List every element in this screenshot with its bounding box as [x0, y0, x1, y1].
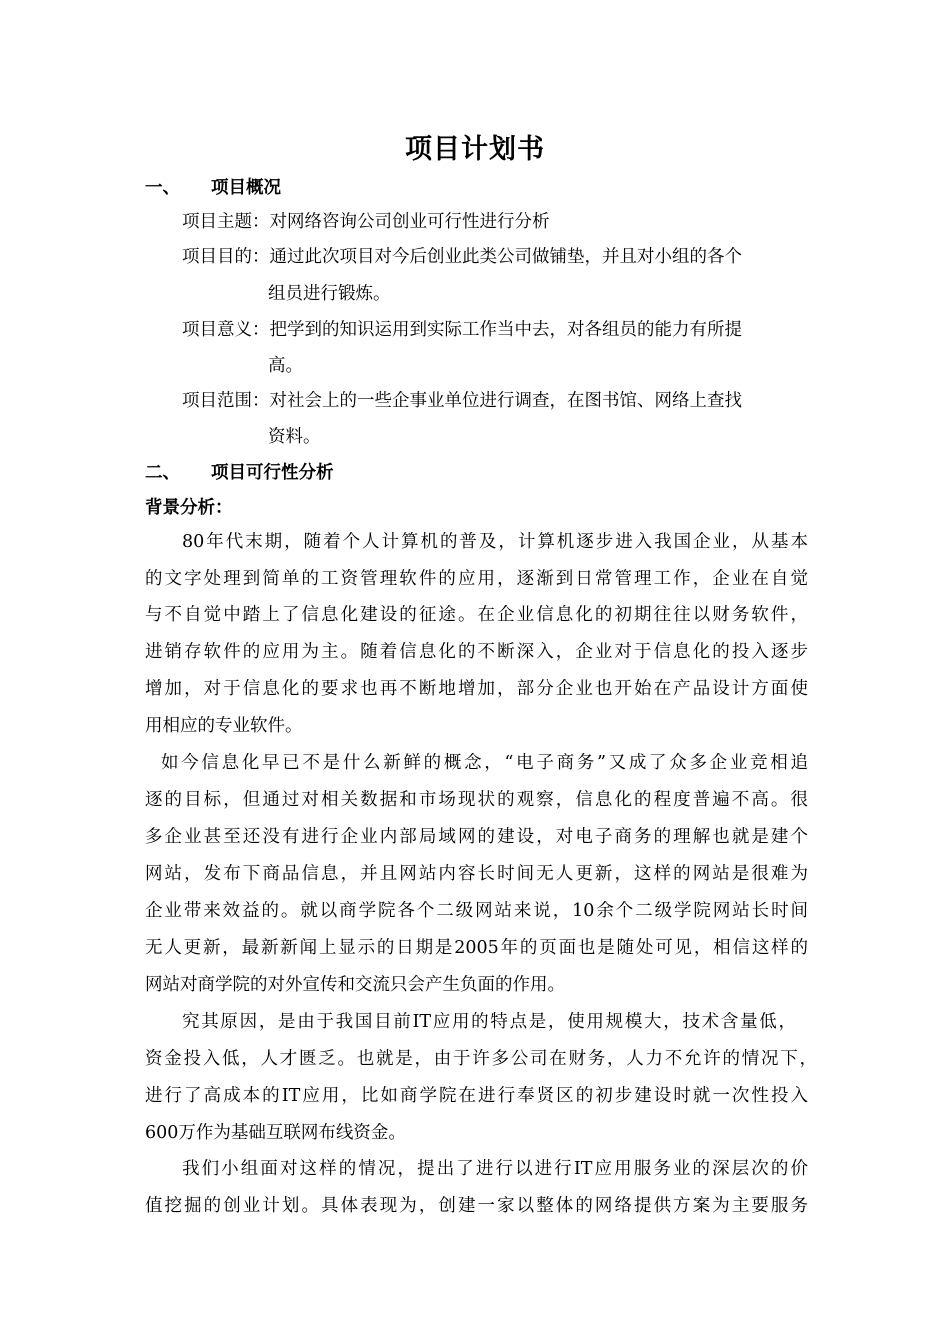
item-continuation: 组员进行锻炼。: [268, 284, 391, 304]
section-title: 项目可行性分析: [211, 463, 334, 483]
paragraph-line: 网站对商学院的对外宣传和交流只会产生负面的作用。: [145, 975, 565, 995]
item-label: 项目主题：: [182, 212, 270, 232]
paragraph-line: 逐的目标，但通过对相关数据和市场现状的观察，信息化的程度普遍不高。很: [145, 790, 808, 810]
paragraph-line: 600万作为基础互联网布线资金。: [145, 1123, 406, 1143]
item-text: 通过此次项目对今后创业此类公司做铺垫，并且对小组的各个: [269, 247, 742, 267]
paragraph-line: 我们小组面对这样的情况，提出了进行以进行IT应用服务业的深层次的价: [182, 1159, 808, 1179]
item-line: [182, 245, 742, 269]
section-number: 二、: [145, 463, 180, 483]
item-continuation: 资料。: [268, 427, 321, 447]
paragraph-line: 80年代末期，随着个人计算机的普及，计算机逐步进入我国企业，从基本: [182, 532, 808, 552]
paragraph-line: 与不自觉中踏上了信息化建设的征途。在企业信息化的初期往往以财务软件，: [145, 605, 808, 625]
item-label: 项目范围：: [182, 391, 270, 411]
paragraph-line: 无人更新，最新新闻上显示的日期是2005年的页面也是随处可见，相信这样的: [145, 938, 808, 958]
item-label: 项目目的：: [182, 247, 270, 267]
paragraph-line: 企业带来效益的。就以商学院各个二级网站来说，10余个二级学院网站长时间: [145, 901, 808, 921]
paragraph-line: 进销存软件的应用为主。随着信息化的不断深入，企业对于信息化的投入逐步: [145, 642, 808, 662]
paragraph-line: 的文字处理到简单的工资管理软件的应用，逐渐到日常管理工作，企业在自觉: [145, 569, 808, 589]
item-text: 对网络咨询公司创业可行性进行分析: [269, 212, 550, 232]
paragraph-line: 多企业甚至还没有进行企业内部局域网的建设，对电子商务的理解也就是建个: [145, 827, 808, 847]
item-line: [182, 318, 742, 342]
paragraph-line: 资金投入低，人才匮乏。也就是，由于许多公司在财务，人力不允许的情况下，: [145, 1049, 817, 1069]
section-heading: [145, 176, 281, 200]
paragraph-line: 进行了高成本的IT应用，比如商学院在进行奉贤区的初步建设时就一次性投入: [145, 1086, 808, 1106]
item-text: 对社会上的一些企事业单位进行调查，在图书馆、网络上查找: [269, 391, 742, 411]
paragraph-line: 究其原因，是由于我国目前IT应用的特点是，使用规模大，技术含量低，: [182, 1012, 796, 1032]
paragraph-line: 如今信息化早已不是什么新鲜的概念，“电子商务”又成了众多企业竞相追: [161, 753, 808, 773]
item-text: 把学到的知识运用到实际工作当中去，对各组员的能力有所提: [269, 320, 742, 340]
paragraph-line: 值挖掘的创业计划。具体表现为，创建一家以整体的网络提供方案为主要服务: [145, 1196, 808, 1216]
subsection-heading: 背景分析：: [145, 498, 233, 518]
paragraph-line: 增加，对于信息化的要求也再不断地增加，部分企业也开始在产品设计方面使: [145, 679, 808, 699]
item-line: [182, 210, 550, 234]
section-number: 一、: [145, 178, 180, 198]
paragraph-line: 网站，发布下商品信息，并且网站内容长时间无人更新，这样的网站是很难为: [145, 864, 808, 884]
item-line: [182, 389, 742, 413]
item-label: 项目意义：: [182, 320, 270, 340]
section-title: 项目概况: [211, 178, 281, 198]
paragraph-line: 用相应的专业软件。: [145, 716, 303, 736]
section-heading: [145, 461, 334, 485]
item-continuation: 高。: [268, 356, 303, 376]
page-title: 项目计划书: [405, 134, 545, 165]
